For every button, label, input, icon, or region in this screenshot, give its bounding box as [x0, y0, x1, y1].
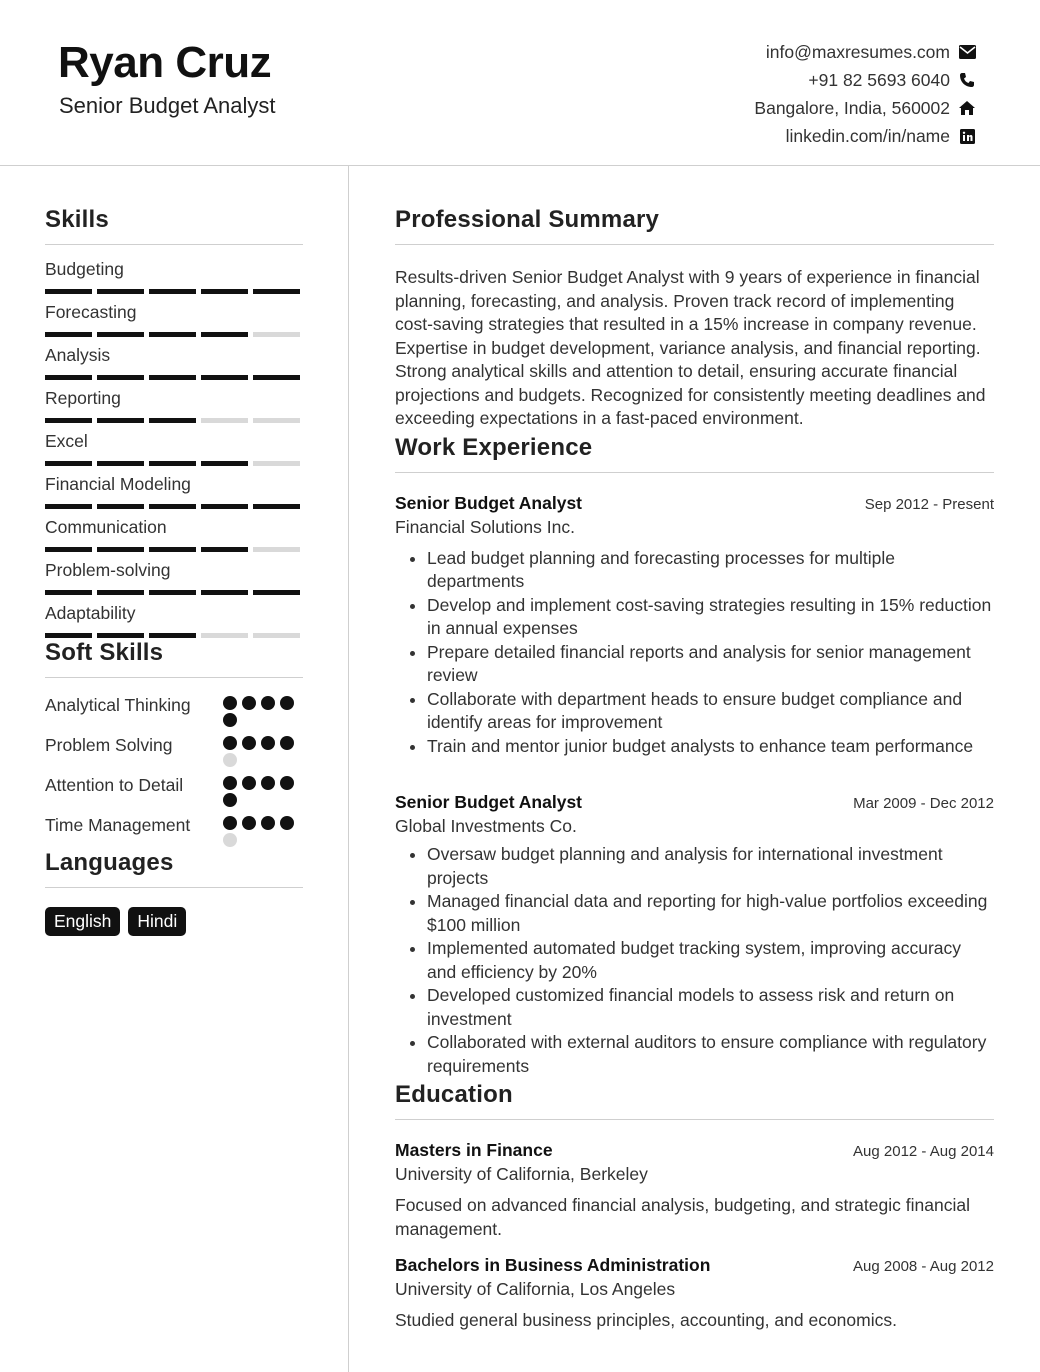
- skill-name: Forecasting: [45, 302, 137, 322]
- job-header: [395, 792, 994, 813]
- soft-skill-rating: [223, 813, 303, 847]
- skill-name: Budgeting: [45, 259, 124, 279]
- rating-dot: [223, 753, 237, 767]
- skill-level-segment: [45, 461, 92, 466]
- job-bullet: • Lead budget planning and forecasting processes for multiple departments: [427, 547, 994, 594]
- rating-dot: [242, 696, 256, 710]
- soft-skills-title: Soft Skills: [45, 639, 303, 678]
- skill-level-segment: [45, 590, 92, 595]
- job-entry: [395, 493, 994, 759]
- contact-linkedin-text: linkedin.com/in/name: [785, 125, 950, 146]
- skill-level-segment: [253, 461, 300, 466]
- job-bullet: • Collaborate with department heads to ensure budget compliance and identify areas for improvement: [427, 688, 994, 735]
- education-description: Focused on advanced financial analysis, budgeting, and strategic financial management.: [395, 1195, 970, 1239]
- education-title: Education: [395, 1081, 994, 1120]
- skill-level-segment: [45, 289, 92, 294]
- skill-item: [45, 336, 303, 379]
- job-dates: Mar 2009 - Dec 2012: [853, 795, 994, 812]
- skill-item: [45, 293, 303, 336]
- skill-level-bar: [45, 461, 303, 466]
- skill-level-bar: [45, 504, 303, 509]
- summary-text: Results-driven Senior Budget Analyst with 9 years of experience in financial planning, forecasting, and analysis. Proven track record of implementing cost-saving strategies that resulted in a 15% increase in company revenue. Expertise in budget development, variance analysis, and financial reporting. Strong analytical skills and attention to detail, ensuring accurate financial projections and budgets. Recognized for consistently meeting deadlines and exceeding expectations in a fast-paced environment.: [395, 267, 986, 428]
- skill-level-segment: [149, 289, 196, 294]
- soft-skill-name: Analytical Thinking: [45, 695, 191, 715]
- rating-dot: [223, 833, 237, 847]
- soft-skill-item: [45, 693, 303, 727]
- soft-skill-rating: [223, 773, 303, 807]
- skill-level-segment: [253, 547, 300, 552]
- candidate-name: Ryan Cruz: [58, 38, 272, 87]
- job-bullet: • Managed financial data and reporting for high-value portfolios exceeding $100 million: [427, 890, 994, 937]
- skill-level-segment: [149, 504, 196, 509]
- skill-level-segment: [97, 375, 144, 380]
- skill-item: [45, 422, 303, 465]
- education-entry: [395, 1140, 994, 1241]
- contact-address-text: Bangalore, India, 560002: [754, 97, 950, 118]
- job-bullet: • Train and mentor junior budget analysts to enhance team performance: [427, 735, 994, 759]
- school-name: University of California, Los Angeles: [395, 1279, 676, 1299]
- school-name: University of California, Berkeley: [395, 1164, 648, 1184]
- skill-name: Excel: [45, 431, 88, 451]
- skill-level-segment: [201, 418, 248, 423]
- skill-name: Communication: [45, 517, 167, 537]
- education-header: [395, 1140, 994, 1161]
- skill-level-segment: [45, 633, 92, 638]
- contact-phone[interactable]: [754, 66, 976, 94]
- skill-level-bar: [45, 332, 303, 337]
- skill-level-segment: [149, 590, 196, 595]
- phone-icon: [958, 71, 976, 89]
- skill-level-segment: [201, 590, 248, 595]
- skill-name: Analysis: [45, 345, 111, 365]
- skill-level-segment: [97, 547, 144, 552]
- skill-level-bar: [45, 547, 303, 552]
- soft-skill-rating: [223, 733, 303, 767]
- job-company: Financial Solutions Inc.: [395, 516, 575, 537]
- skill-level-segment: [201, 547, 248, 552]
- skill-item: [45, 551, 303, 594]
- skill-level-segment: [253, 332, 300, 337]
- education-dates: Aug 2012 - Aug 2014: [853, 1143, 994, 1160]
- soft-skill-name: Time Management: [45, 815, 191, 835]
- rating-dot: [242, 736, 256, 750]
- job-dates: Sep 2012 - Present: [864, 495, 994, 513]
- skill-level-bar: [45, 418, 303, 423]
- skill-level-segment: [97, 332, 144, 337]
- skill-level-segment: [45, 504, 92, 509]
- degree-title: Bachelors in Business Administration: [395, 1255, 711, 1275]
- job-bullets: [395, 843, 994, 1078]
- job-bullet: • Develop and implement cost-saving strategies resulting in 15% reduction in annual expenses: [427, 594, 994, 641]
- experience-title: Work Experience: [395, 434, 994, 473]
- skill-level-segment: [97, 289, 144, 294]
- soft-skill-name: Attention to Detail: [45, 775, 184, 795]
- skill-level-segment: [253, 590, 300, 595]
- rating-dot: [280, 816, 294, 830]
- rating-dot: [223, 776, 237, 790]
- job-title: Senior Budget Analyst: [395, 492, 583, 513]
- skill-level-segment: [149, 375, 196, 380]
- skill-level-bar: [45, 375, 303, 380]
- rating-dot: [223, 713, 237, 727]
- skill-level-segment: [97, 633, 144, 638]
- job-company: Global Investments Co.: [395, 816, 577, 836]
- skill-level-segment: [253, 633, 300, 638]
- job-header: [395, 493, 994, 514]
- job-bullet: • Developed customized financial models to assess risk and return on investment: [427, 984, 994, 1031]
- contact-phone-text: +91 82 5693 6040: [808, 69, 950, 90]
- skill-level-segment: [45, 375, 92, 380]
- skill-level-segment: [201, 461, 248, 466]
- skill-name: Reporting: [45, 388, 121, 408]
- skill-level-segment: [149, 461, 196, 466]
- job-bullet: • Oversaw budget planning and analysis for international investment projects: [427, 843, 994, 890]
- contact-email-text: info@maxresumes.com: [765, 41, 950, 62]
- skill-level-segment: [201, 375, 248, 380]
- skill-level-segment: [253, 418, 300, 423]
- job-bullet: • Implemented automated budget tracking system, improving accuracy and efficiency by 20%: [427, 937, 994, 984]
- skill-level-segment: [45, 547, 92, 552]
- education-dates: Aug 2008 - Aug 2012: [853, 1258, 994, 1275]
- contact-email[interactable]: [754, 38, 976, 66]
- skill-level-segment: [149, 633, 196, 638]
- resume-header: [0, 0, 1040, 166]
- skill-level-segment: [253, 289, 300, 294]
- skill-level-segment: [201, 332, 248, 337]
- skill-level-segment: [201, 633, 248, 638]
- experience-list: [395, 493, 994, 1079]
- soft-skill-item: [45, 733, 303, 767]
- job-bullet: • Collaborated with external auditors to ensure compliance with regulatory requirements: [427, 1031, 994, 1078]
- education-header: [395, 1255, 994, 1276]
- skill-level-segment: [201, 504, 248, 509]
- soft-skills-list: [45, 693, 303, 847]
- skill-level-segment: [253, 504, 300, 509]
- skills-list: [45, 250, 303, 637]
- rating-dot: [261, 696, 275, 710]
- right-column: [395, 206, 994, 1333]
- skill-item: [45, 250, 303, 293]
- rating-dot: [242, 776, 256, 790]
- contact-address: [754, 94, 976, 122]
- soft-skill-rating: [223, 693, 303, 727]
- rating-dot: [280, 696, 294, 710]
- education-list: [395, 1140, 994, 1333]
- rating-dot: [261, 736, 275, 750]
- job-bullet: • Prepare detailed financial reports and analysis for senior management review: [427, 641, 994, 688]
- column-divider: [348, 166, 349, 1372]
- skill-level-segment: [97, 461, 144, 466]
- soft-skill-name: Problem Solving: [45, 735, 173, 755]
- rating-dot: [261, 816, 275, 830]
- linkedin-icon: [958, 127, 976, 145]
- summary-title: Professional Summary: [395, 206, 994, 245]
- skill-item: [45, 594, 303, 637]
- education-description: Studied general business principles, accounting, and economics.: [395, 1310, 897, 1330]
- rating-dot: [223, 793, 237, 807]
- job-title: Senior Budget Analyst: [395, 792, 583, 812]
- soft-skill-item: [45, 813, 303, 847]
- languages-title: Languages: [45, 849, 303, 888]
- home-icon: [958, 99, 976, 117]
- education-entry: [395, 1255, 994, 1333]
- skill-level-segment: [97, 590, 144, 595]
- language-badge: English: [45, 907, 120, 936]
- skill-level-bar: [45, 633, 303, 638]
- envelope-icon: [958, 43, 976, 61]
- rating-dot: [280, 736, 294, 750]
- skill-level-segment: [97, 504, 144, 509]
- skill-level-bar: [45, 590, 303, 595]
- job-entry: [395, 792, 994, 1078]
- skill-name: Financial Modeling: [45, 474, 191, 494]
- skill-name: Problem-solving: [45, 560, 171, 580]
- skill-level-segment: [253, 375, 300, 380]
- skill-level-segment: [149, 547, 196, 552]
- skill-level-bar: [45, 289, 303, 294]
- soft-skill-item: [45, 773, 303, 807]
- languages-list: [45, 907, 303, 936]
- language-badge: Hindi: [128, 907, 186, 936]
- skill-item: [45, 508, 303, 551]
- skill-level-segment: [149, 332, 196, 337]
- skill-item: [45, 379, 303, 422]
- skill-level-segment: [149, 418, 196, 423]
- degree-title: Masters in Finance: [395, 1140, 553, 1160]
- skill-level-segment: [45, 418, 92, 423]
- rating-dot: [280, 776, 294, 790]
- left-column: [45, 206, 303, 936]
- skill-level-segment: [97, 418, 144, 423]
- job-bullets: [395, 547, 994, 759]
- rating-dot: [223, 816, 237, 830]
- skill-level-segment: [201, 289, 248, 294]
- rating-dot: [261, 776, 275, 790]
- rating-dot: [223, 696, 237, 710]
- contact-linkedin[interactable]: [754, 122, 976, 150]
- skill-item: [45, 465, 303, 508]
- rating-dot: [242, 816, 256, 830]
- skill-name: Adaptability: [45, 603, 136, 623]
- skills-title: Skills: [45, 206, 303, 245]
- skill-level-segment: [45, 332, 92, 337]
- candidate-role: Senior Budget Analyst: [59, 93, 276, 118]
- contact-list: [754, 38, 976, 150]
- rating-dot: [223, 736, 237, 750]
